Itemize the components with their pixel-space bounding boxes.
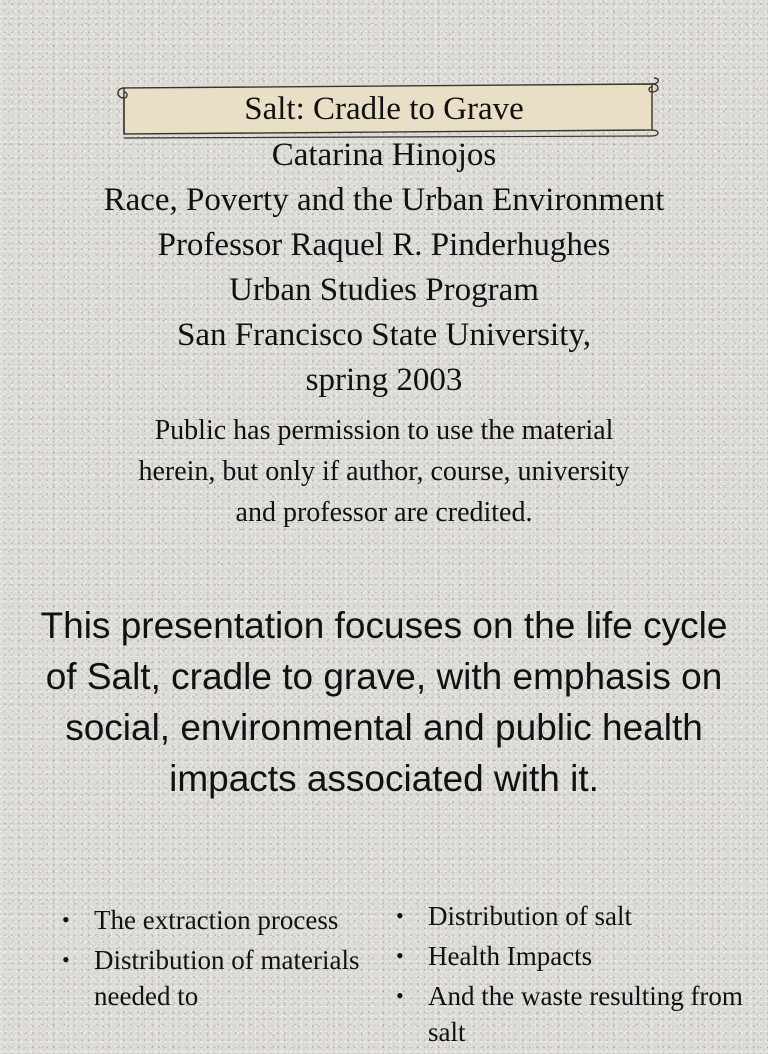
program-name: Urban Studies Program xyxy=(229,272,539,308)
bullet-icon: • xyxy=(396,983,404,1008)
list-item xyxy=(396,938,756,974)
list-item-text: Distribution of materials needed to xyxy=(94,945,360,1011)
list-item-text: Distribution of salt xyxy=(428,901,632,931)
bullet-icon: • xyxy=(396,903,404,928)
list-item-text: And the waste resulting from salt xyxy=(428,981,743,1047)
credits-block xyxy=(0,133,768,403)
bullet-list-left xyxy=(62,902,382,1018)
course-name: Race, Poverty and the Urban Environment xyxy=(103,182,665,218)
permission-notice: Public has permission to use the material herein, but only if author, course, university and professor are credited. xyxy=(138,415,630,528)
bullet-list-right xyxy=(396,898,756,1054)
list-item xyxy=(62,942,382,1014)
author-name: Catarina Hinojos xyxy=(271,137,497,173)
list-item-text: The extraction process xyxy=(94,905,339,935)
focus-statement: This presentation focuses on the life cycle of Salt, cradle to grave, with emphasis on social, environmental and public health impacts associated with it. xyxy=(40,605,728,799)
list-item xyxy=(396,978,756,1050)
bullet-icon: • xyxy=(62,947,70,972)
title-scroll-banner xyxy=(114,80,662,138)
bullet-icon: • xyxy=(62,907,70,932)
university-name: San Francisco State University, xyxy=(177,317,591,353)
list-item xyxy=(62,902,382,938)
professor-name: Professor Raquel R. Pinderhughes xyxy=(157,227,611,263)
list-item-text: Health Impacts xyxy=(428,941,593,971)
term: spring 2003 xyxy=(305,362,463,398)
list-item xyxy=(396,898,756,934)
bullet-icon: • xyxy=(396,943,404,968)
presentation-title: Salt: Cradle to Grave xyxy=(244,91,524,127)
